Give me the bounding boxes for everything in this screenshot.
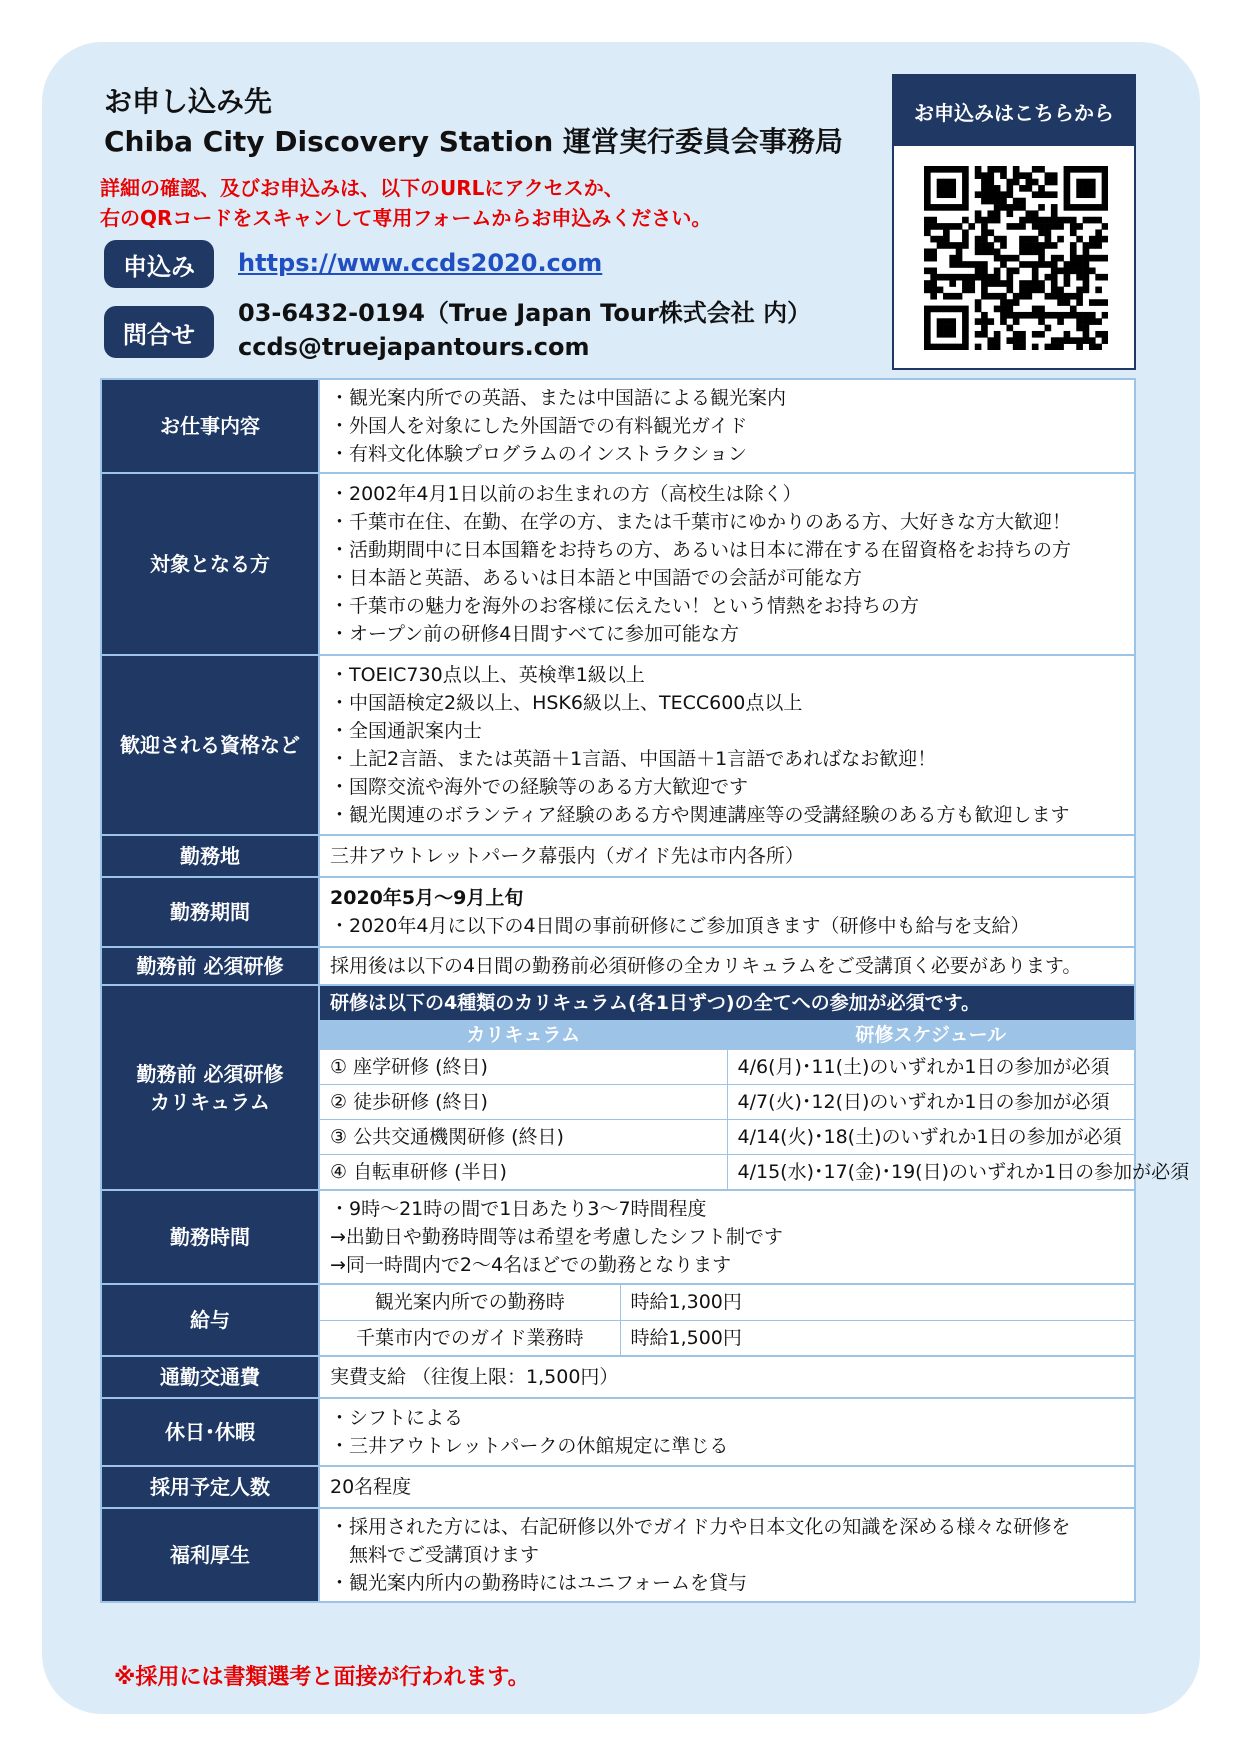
list-item: ・千葉市の魅力を海外のお客様に伝えたい！という情熱をお持ちの方 [330, 595, 920, 617]
course-cell: ① 座学研修 (終日) [320, 1049, 727, 1084]
list-item: ・中国語検定2級以上、HSK6級以上、TECC600点以上 [330, 692, 803, 714]
list-item: ・全国通訳案内士 [330, 720, 483, 742]
list-item: ・オープン前の研修4日間すべてに参加可能な方 [330, 623, 739, 645]
inquiry-email: ccds@truejapantours.com [238, 333, 590, 361]
apply-badge: 申込み [104, 240, 214, 288]
label-holidays: 休日･休暇 [101, 1398, 319, 1466]
label-welfare: 福利厚生 [101, 1508, 319, 1602]
row-qualifications [101, 655, 1135, 835]
list-item: ・日本語と英語、あるいは日本語と中国語での会話が可能な方 [330, 567, 863, 589]
row-salary [101, 1284, 1135, 1356]
row-curriculum [101, 985, 1135, 1190]
row-hours [101, 1190, 1135, 1284]
label-location: 勤務地 [101, 835, 319, 877]
inquiry-badge: 問合せ [104, 306, 214, 358]
curriculum-table [320, 986, 1190, 1189]
application-url-link[interactable]: https://www.ccds2020.com [238, 249, 603, 277]
period-main: 2020年5月～9月上旬 [330, 887, 524, 909]
list-item: ・三井アウトレットパークの休館規定に準じる [330, 1435, 729, 1457]
salary-wage: 時給1,500円 [620, 1320, 1134, 1355]
value-period [319, 877, 1135, 947]
schedule-cell: 4/6(月)･11(土)のいずれか1日の参加が必須 [727, 1049, 1134, 1084]
label-hours: 勤務時間 [101, 1190, 319, 1284]
list-item: →出勤日や勤務時間等は希望を考慮したシフト制です [330, 1226, 783, 1248]
table-row [320, 1154, 1134, 1189]
row-hiring [101, 1466, 1135, 1508]
salary-wage: 時給1,300円 [620, 1285, 1134, 1320]
qr-code-icon[interactable] [924, 166, 1108, 350]
value-qualifications [319, 655, 1135, 835]
value-training [319, 947, 1135, 985]
course-cell: ③ 公共交通機関研修 (終日) [320, 1119, 727, 1154]
list-item: ・外国人を対象にした外国語での有料観光ガイド [330, 415, 748, 437]
column-header-schedule: 研修スケジュール [727, 1020, 1134, 1049]
value-hours [319, 1190, 1135, 1284]
value-job [319, 379, 1135, 473]
period-sub: ・2020年4月に以下の4日間の事前研修にご参加頂きます（研修中も給与を支給） [330, 915, 1030, 937]
salary-place: 千葉市内でのガイド業務時 [320, 1320, 620, 1355]
salary-table [320, 1285, 1134, 1355]
value-holidays [319, 1398, 1135, 1466]
hiring-text: 20名程度 [330, 1476, 412, 1498]
schedule-cell: 4/15(水)･17(金)･19(日)のいずれか1日の参加が必須 [727, 1154, 1134, 1189]
course-cell: ② 徒歩研修 (終日) [320, 1084, 727, 1119]
label-target: 対象となる方 [101, 473, 319, 655]
label-job: お仕事内容 [101, 379, 319, 473]
label-curriculum-line-1: 勤務前 必須研修 [136, 1061, 284, 1086]
label-commute: 通勤交通費 [101, 1356, 319, 1398]
list-item: ・千葉市在住、在勤、在学の方、または千葉市にゆかりのある方、大好きな方大歓迎！ [330, 511, 1072, 533]
value-location [319, 835, 1135, 877]
label-qualifications: 歓迎される資格など [101, 655, 319, 835]
training-text: 採用後は以下の4日間の勤務前必須研修の全カリキュラムをご受講頂く必要があります。 [330, 955, 1082, 977]
value-hiring [319, 1466, 1135, 1508]
list-item: ・観光案内所での英語、または中国語による観光案内 [330, 387, 787, 409]
value-salary [319, 1284, 1135, 1356]
label-period: 勤務期間 [101, 877, 319, 947]
label-hiring: 採用予定人数 [101, 1466, 319, 1508]
list-item: ・観光案内所内の勤務時にはユニフォームを貸与 [330, 1572, 748, 1594]
list-item: ・上記2言語、または英語＋1言語、中国語＋1言語であればなお歓迎！ [330, 748, 937, 770]
list-item: →同一時間内で2～4名ほどでの勤務となります [330, 1254, 732, 1276]
row-location [101, 835, 1135, 877]
list-item: ・2002年4月1日以前のお生まれの方（高校生は除く） [330, 483, 802, 505]
notice-line-2: 右のQRコードをスキャンして専用フォームからお申込みください。 [100, 206, 712, 230]
qr-panel [892, 74, 1136, 370]
list-item: ・国際交流や海外での経験等のある方大歓迎です [330, 776, 749, 798]
label-training: 勤務前 必須研修 [101, 947, 319, 985]
label-salary: 給与 [101, 1284, 319, 1356]
column-header-course: カリキュラム [320, 1020, 727, 1049]
value-curriculum [319, 985, 1190, 1190]
value-welfare [319, 1508, 1135, 1602]
table-row [320, 1119, 1134, 1154]
label-curriculum [101, 985, 319, 1190]
row-welfare [101, 1508, 1135, 1602]
list-item: ・観光関連のボランティア経験のある方や関連講座等の受講経験のある方も歓迎します [330, 804, 1070, 826]
table-row [320, 1084, 1134, 1119]
schedule-cell: 4/14(火)･18(土)のいずれか1日の参加が必須 [727, 1119, 1134, 1154]
table-row [320, 1320, 1134, 1355]
job-details-table [100, 378, 1190, 1603]
schedule-cell: 4/7(火)･12(日)のいずれか1日の参加が必須 [727, 1084, 1134, 1119]
row-period [101, 877, 1135, 947]
list-item: ・TOEIC730点以上、英検準1級以上 [330, 664, 645, 686]
list-item: ・活動期間中に日本国籍をお持ちの方、あるいは日本に滞在する在留資格をお持ちの方 [330, 539, 1072, 561]
value-target [319, 473, 1135, 655]
row-target [101, 473, 1135, 655]
row-training [101, 947, 1135, 985]
list-item: ・有料文化体験プログラムのインストラクション [330, 443, 747, 465]
list-item: ・9時～21時の間で1日あたり3～7時間程度 [330, 1198, 707, 1220]
course-cell: ④ 自転車研修 (半日) [320, 1154, 727, 1189]
list-item: ・採用された方には、右記研修以外でガイド力や日本文化の知識を深める様々な研修を [330, 1516, 1071, 1538]
list-item: ・シフトによる [330, 1407, 464, 1429]
commute-text: 実費支給 （往復上限：1,500円） [330, 1366, 619, 1388]
organization-name: Chiba City Discovery Station 運営実行委員会事務局 [104, 125, 844, 158]
row-holidays [101, 1398, 1135, 1466]
inquiry-phone: 03-6432-0194（True Japan Tour株式会社 内） [238, 299, 812, 327]
table-row [320, 1285, 1134, 1320]
notice-line-1: 詳細の確認、及びお申込みは、以下のURLにアクセスか、 [100, 176, 624, 200]
table-row [320, 1049, 1134, 1084]
curriculum-banner: 研修は以下の4種類のカリキュラム(各1日ずつ)の全てへの参加が必須です。 [320, 986, 1134, 1020]
contact-heading: お申し込み先 [104, 85, 273, 118]
row-commute [101, 1356, 1135, 1398]
salary-place: 観光案内所での勤務時 [320, 1285, 620, 1320]
qr-header: お申込みはこちらから [894, 76, 1134, 146]
label-curriculum-line-2: カリキュラム [150, 1089, 270, 1114]
location-text: 三井アウトレットパーク幕張内（ガイド先は市内各所） [330, 845, 804, 867]
row-job [101, 379, 1135, 473]
list-item: 無料でご受講頂けます [330, 1544, 540, 1566]
value-commute [319, 1356, 1135, 1398]
footer-note: ※採用には書類選考と面接が行われます。 [114, 1665, 530, 1690]
